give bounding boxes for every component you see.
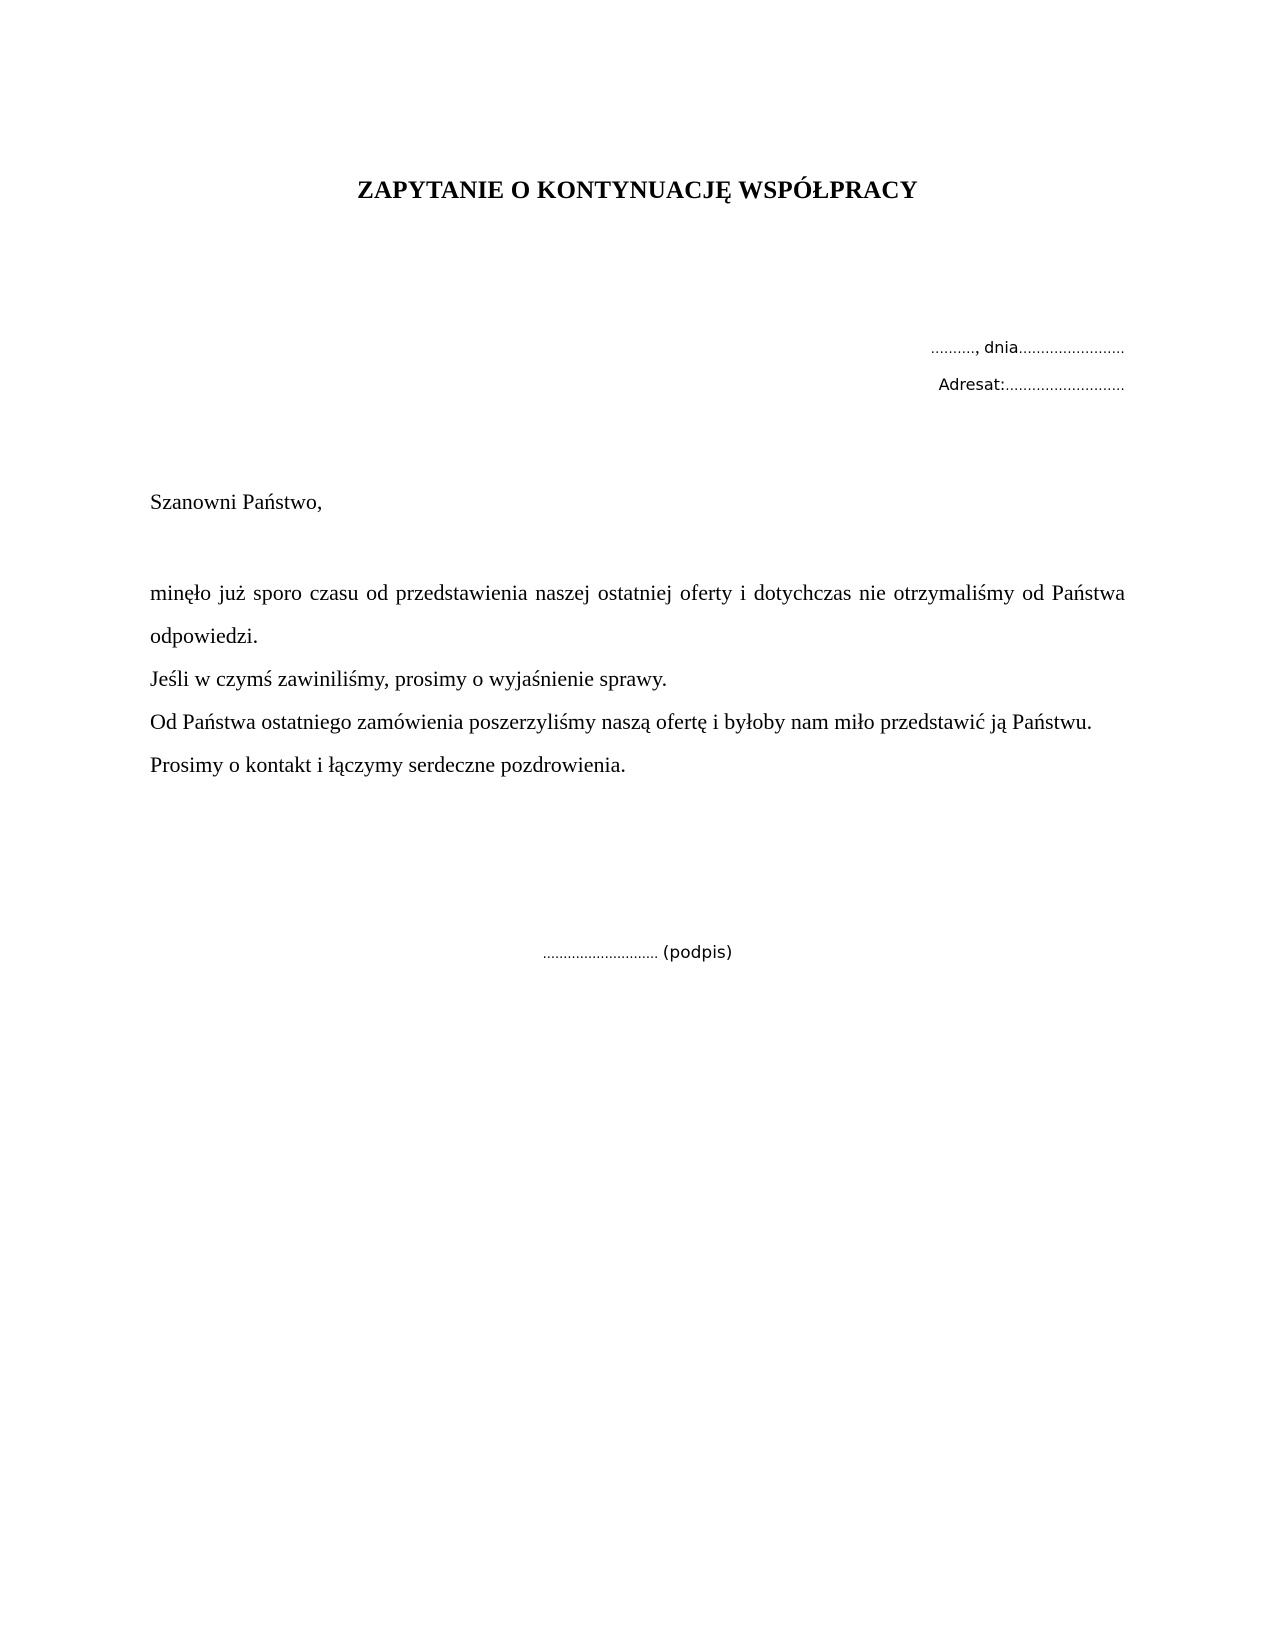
body-paragraph: Jeśli w czymś zawiniliśmy, prosimy o wyjaśnienie sprawy.: [150, 666, 668, 691]
addressee-placeholder: ...........................: [1005, 379, 1125, 394]
date-address-block: [931, 330, 1125, 404]
salutation: Szanowni Państwo,: [150, 489, 323, 514]
body-paragraph: minęło już sporo czasu od przedstawienia naszej ostatniej oferty i dotychczas nie otrzymaliśmy od Państwa odpowiedzi.: [150, 580, 1125, 648]
page-title: ZAPYTANIE O KONTYNUACJĘ WSPÓŁPRACY: [357, 177, 918, 204]
body-paragraph: Prosimy o kontakt i łączymy serdeczne pozdrowienia.: [150, 752, 626, 777]
addressee-line: [931, 367, 1125, 404]
date-placeholder: ........................: [1018, 342, 1125, 357]
body-paragraph: Od Państwa ostatniego zamówienia poszerzyliśmy naszą ofertę i byłoby nam miło przedstawić ją Państwu.: [150, 709, 1093, 734]
place-placeholder: ..........: [930, 342, 976, 357]
letter-body: [150, 571, 1125, 786]
signature-label: (podpis): [662, 943, 733, 963]
date-line: [931, 330, 1125, 367]
signature-line: [0, 938, 1275, 969]
addressee-label: Adresat:: [938, 375, 1006, 394]
signature-placeholder: ............................: [542, 947, 659, 962]
date-label: dnia: [984, 338, 1019, 357]
date-separator: ,: [975, 337, 985, 357]
